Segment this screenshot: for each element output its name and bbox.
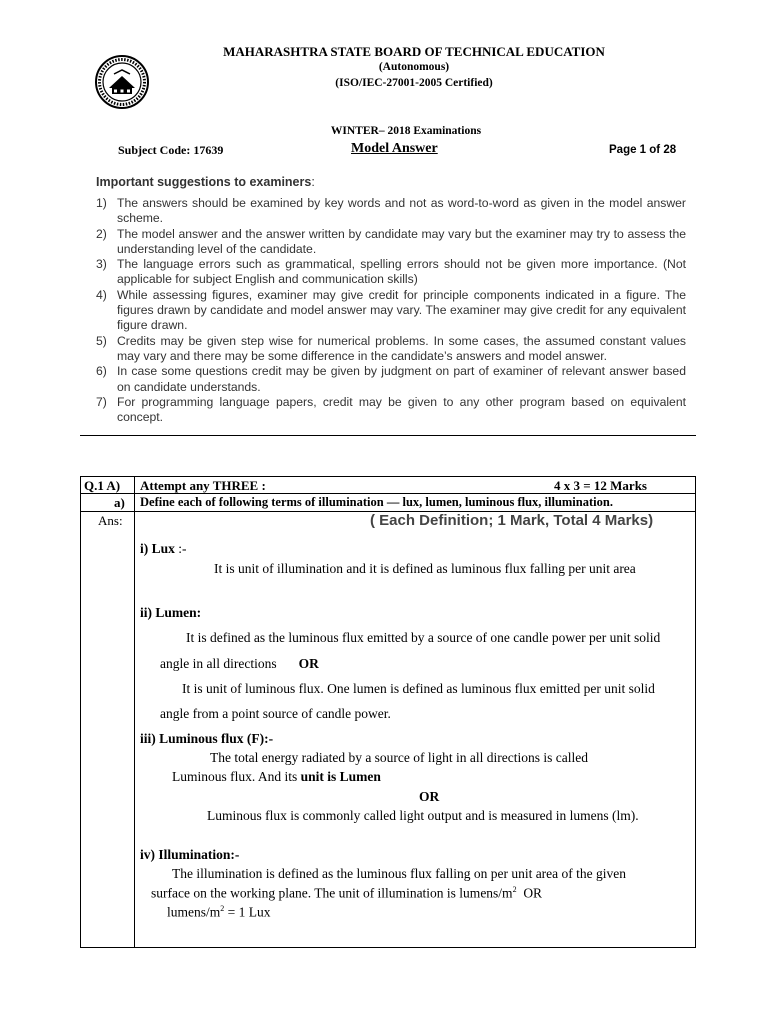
lux-heading: i) Lux :-	[140, 541, 187, 556]
lumen-definition-2: It is unit of luminous flux. One lumen is defined as luminous flux emitted per unit solid	[182, 681, 655, 696]
board-status: (Autonomous)	[378, 61, 450, 73]
model-answer-title: Model Answer	[351, 141, 438, 156]
illumination-unit: surface on the working plane. The unit of illumination is lumens/$m^2$ OR	[151, 885, 543, 901]
answer-label: Ans:	[98, 513, 123, 528]
illumination-definition: The illumination is defined as the luminous flux falling on per unit area of the given	[172, 866, 627, 881]
marking-scheme: ( Each Definition; 1 Mark, Total 4 Marks)	[370, 512, 654, 529]
question-instruction: Attempt any THREE :	[140, 478, 266, 493]
board-certification: (ISO/IEC-27001-2005 Certified)	[335, 77, 493, 89]
table-column-divider	[134, 476, 135, 948]
list-item: 4) While assessing figures, examiner may give credit for principle components indicated in a figure. The figures drawn by candidate and model answer may vary. The examiner may give credit for any equivalent figure drawn.	[96, 287, 686, 333]
lumen-heading: ii) Lumen:	[140, 605, 202, 620]
lumen-definition-2-cont: angle from a point source of candle power.	[160, 706, 391, 721]
sub-question-label: a)	[114, 495, 125, 510]
luminous-flux-alt: Luminous flux is commonly called light output and is measured in lumens (lm).	[207, 808, 639, 823]
suggestions-heading: Important suggestions to examiners:	[96, 175, 315, 189]
list-item: 1) The answers should be examined by key words and not as word-to-word as given in the model answer scheme.	[96, 196, 686, 226]
suggestions-list	[96, 196, 686, 425]
question-marks: 4 x 3 = 12 Marks	[554, 478, 647, 493]
board-name: MAHARASHTRA STATE BOARD OF TECHNICAL EDUCATION	[223, 44, 605, 59]
illumination-heading: iv) Illumination:-	[140, 847, 240, 862]
list-item: 5) Credits may be given step wise for numerical problems. In some cases, the assumed constant values may vary and there may be some difference in the candidate’s answers and model answer.	[96, 333, 686, 363]
page-number: Page 1 of 28	[609, 144, 677, 156]
lux-definition: It is unit of illumination and it is defined as luminous flux falling per unit area	[214, 561, 636, 576]
list-item: 7) For programming language papers, credit may be given to any other program based on equivalent concept.	[96, 394, 686, 425]
list-item: 2) The model answer and the answer written by candidate may vary but the examiner may try to assess the understanding level of the candidate.	[96, 226, 686, 256]
sub-question-text: Define each of following terms of illumination — lux, lumen, luminous flux, illumination.	[140, 495, 613, 509]
exam-title: WINTER– 2018 Examinations	[330, 125, 482, 137]
subject-code: Subject Code: 17639	[118, 143, 224, 157]
lumen-definition-1-cont: angle in all directions OR	[160, 656, 319, 671]
luminous-flux-unit: Luminous flux. And its unit is Lumen	[172, 769, 381, 784]
list-item: 3) The language errors such as grammatical, spelling errors should not be given more importance. (Not applicable for subject English and communication skills)	[96, 257, 686, 287]
question-number: Q.1 A)	[84, 478, 121, 493]
lumen-definition-1: It is defined as the luminous flux emitted by a source of one candle power per unit solid	[186, 630, 661, 645]
luminous-flux-heading: iii) Luminous flux (F):-	[140, 731, 274, 746]
divider	[80, 435, 696, 436]
illumination-lux-equation: lumens/$m^2 = 1$ Lux	[167, 904, 271, 920]
list-item: 6) In case some questions credit may be given by judgment on part of examiner of relevant answer based on candidate understands.	[96, 364, 686, 394]
luminous-flux-definition: The total energy radiated by a source of light in all directions is called	[210, 750, 588, 765]
or-separator: OR	[419, 789, 440, 804]
